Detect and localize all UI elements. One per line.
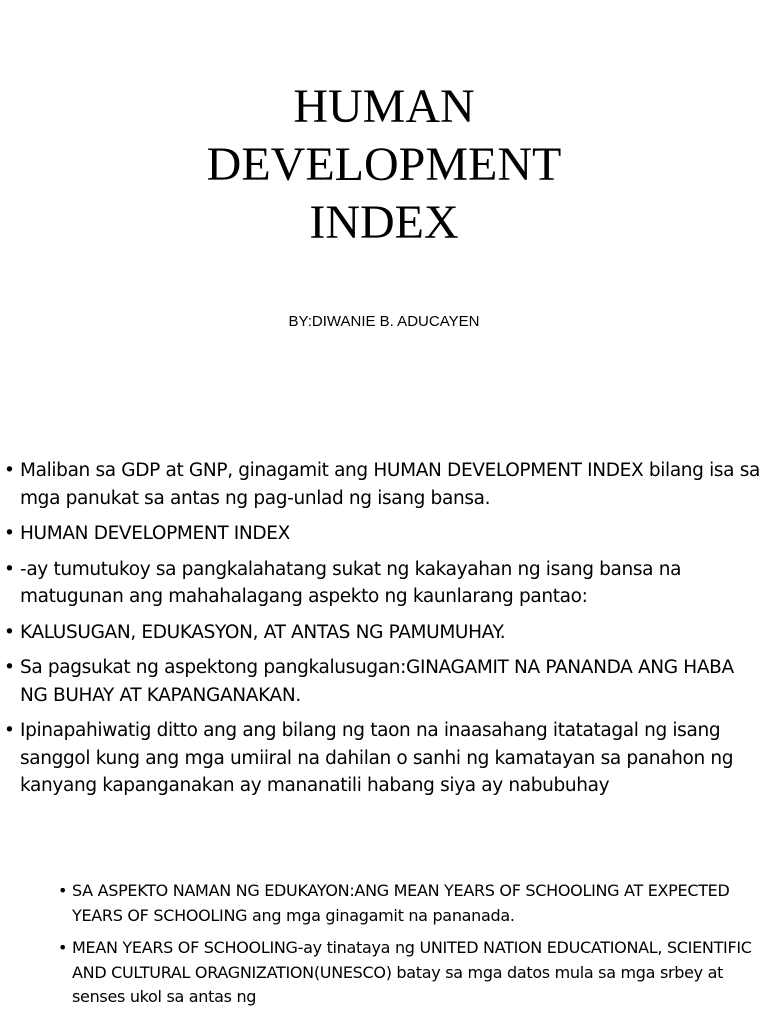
bullet-item: • -ay tumutukoy sa pangkalahatang sukat ng kakayahan ng isang bansa na matugunan ang mahahalagang aspekto ng kaunlarang pantao: [4, 556, 764, 611]
main-bullet-list [4, 457, 764, 808]
bullet-item: • HUMAN DEVELOPMENT INDEX [4, 520, 764, 548]
bullet-item: • Maliban sa GDP at GNP, ginagamit ang HUMAN DEVELOPMENT INDEX bilang isa sa mga panukat sa antas ng pag-unlad ng isang bansa. [4, 457, 764, 512]
title-line: HUMAN [293, 80, 475, 133]
sub-bullet-item: • SA ASPEKTO NAMAN NG EDUKAYON:ANG MEAN YEARS OF SCHOOLING AT EXPECTED YEARS OF SCHOOLING ang mga ginagamit na pananada. [58, 879, 758, 928]
title-line: INDEX [309, 196, 459, 249]
sub-bullet-list [58, 879, 758, 1018]
bullet-item: • Sa pagsukat ng aspektong pangkalusugan:GINAGAMIT NA PANANDA ANG HABA NG BUHAY AT KAPANGANAKAN. [4, 654, 764, 709]
title-line: DEVELOPMENT [206, 138, 562, 191]
bullet-item: • Ipinapahiwatig ditto ang ang bilang ng taon na inaasahang itatatagal ng isang sanggol kung ang mga umiiral na dahilan o sanhi ng kamatayan sa panahon ng kanyang kapanganakan ay mananatili habang siya ay nabubuhay [4, 717, 764, 800]
slide-title [0, 78, 768, 252]
sub-bullet-item: • MEAN YEARS OF SCHOOLING-ay tinataya ng UNITED NATION EDUCATIONAL, SCIENTIFIC AND CULTURAL ORAGNIZATION(UNESCO) batay sa mga datos mula sa mga srbey at senses ukol sa antas ng [58, 936, 758, 1010]
author-byline: BY:DIWANIE B. ADUCAYEN [288, 313, 480, 330]
bullet-item: • KALUSUGAN, EDUKASYON, AT ANTAS NG PAMUMUHAY. [4, 619, 764, 647]
